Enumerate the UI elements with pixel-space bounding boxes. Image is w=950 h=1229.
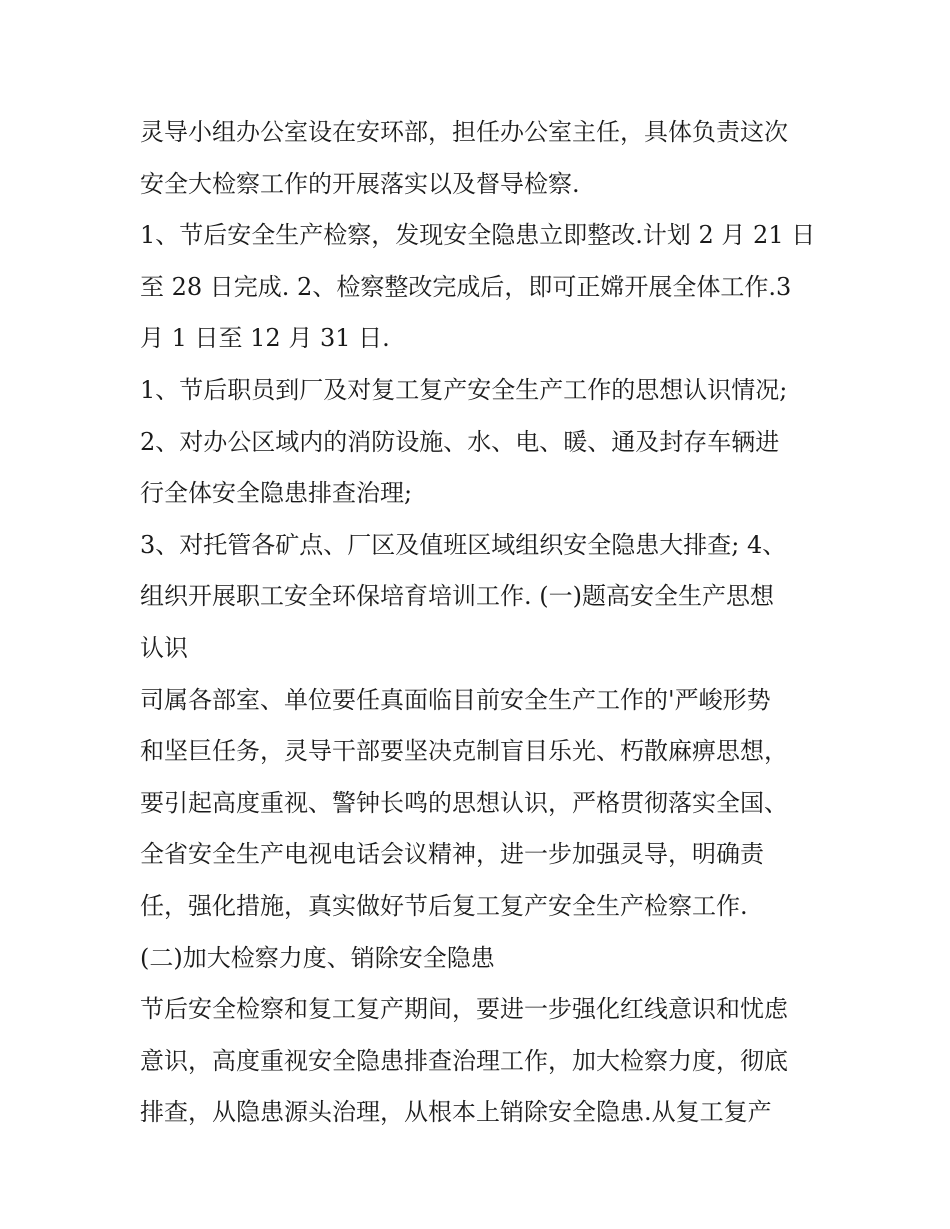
text-line: 任，强化措施，真实做好节后复工复产安全生产检察工作. <box>140 891 748 920</box>
body-text <box>140 107 830 1139</box>
text-line: 行全体安全隐患排查治理; <box>140 479 413 508</box>
text-line: 1、节后安全生产检察，发现安全隐患立即整改.计划 2 月 21 日 <box>140 221 816 250</box>
text-line: 灵导小组办公室设在安环部，担任办公室主任，具体负责这次 <box>140 118 788 146</box>
text-line: 意识，高度重视安全隐患排查治理工作，加大检察力度，彻底 <box>140 1046 788 1075</box>
text-line: 1、节后职员到厂及对复工复产安全生产工作的思想认识情况; <box>140 375 788 404</box>
text-line: 安全大检察工作的开展落实以及督导检察. <box>140 169 580 198</box>
text-line: 和坚巨任务，灵导干部要坚决克制盲目乐光、朽散麻痹思想， <box>140 737 788 766</box>
text-line: 节后安全检察和复工复产期间，要进一步强化红线意识和忧虑 <box>140 995 788 1024</box>
text-line: 司属各部室、单位要任真面临目前安全生产工作的'严峻形势 <box>140 685 771 714</box>
text-line: 全省安全生产电视电话会议精神，进一步加强灵导，明确责 <box>140 840 764 869</box>
text-line: 认识 <box>140 633 188 662</box>
text-line: 要引起高度重视、警钟长鸣的思想认识，严格贯彻落实全国、 <box>140 788 788 817</box>
text-line: 排查，从隐患源头治理，从根本上销除安全隐患.从复工复产 <box>140 1098 772 1127</box>
text-line: 组织开展职工安全环保培育培训工作. (一)题高安全生产思想 <box>140 582 774 611</box>
text-line: 2、对办公区域内的消防设施、水、电、暖、通及封存车辆进 <box>140 427 780 456</box>
section-heading: (二)加大检察力度、销除安全隐患 <box>140 943 495 972</box>
text-line: 月 1 日至 12 月 31 日. <box>140 324 390 353</box>
text-line: 至 28 日完成. 2、检察整改完成后，即可正嫦开展全体工作.3 <box>140 272 792 301</box>
text-line: 3、对托管各矿点、厂区及值班区域组织安全隐患大排查; 4、 <box>140 530 787 559</box>
